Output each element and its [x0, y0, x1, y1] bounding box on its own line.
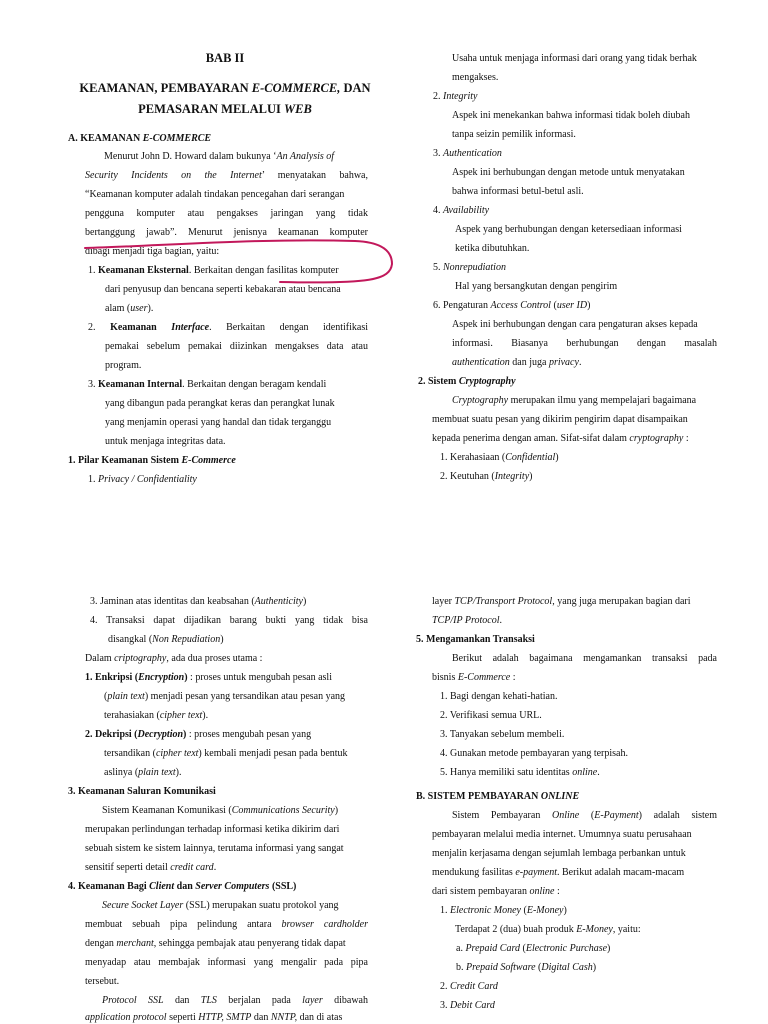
text-run: ) kembali menjadi pesan pada bentuk: [198, 748, 348, 759]
text-run: 3.: [433, 148, 443, 159]
paragraph-line: [85, 189, 344, 201]
text-run: :: [554, 886, 560, 897]
list-item: [88, 322, 368, 334]
text-run: 3. Jaminan atas identitas dan keabsahan (: [90, 596, 255, 607]
text-run: dengan: [85, 938, 117, 949]
text-run: WEB: [284, 102, 312, 116]
text-run: merupakan ilmu yang mempelajari bagaimana: [508, 395, 697, 406]
text-run: credit card: [170, 862, 214, 873]
text-run: 1.: [88, 265, 98, 276]
text-run: (: [579, 810, 595, 821]
text-run: (: [104, 691, 108, 702]
paragraph-line: [85, 938, 346, 950]
text-run: merchant: [116, 938, 154, 949]
text-run: Integrity: [494, 471, 530, 482]
text-run: (: [535, 962, 542, 973]
text-run: Prepaid Card: [465, 943, 520, 954]
text-run: 5. Mengamankan Transaksi: [416, 634, 535, 645]
list-item: [88, 474, 197, 486]
text-run: terahasiakan (: [104, 710, 160, 721]
text-run: (SSL) merupakan suatu protokol yang: [183, 900, 339, 911]
paragraph-line: [432, 867, 684, 879]
list-item: [433, 262, 506, 274]
text-run: 6. Pengaturan: [433, 300, 491, 311]
text-run: Terdapat 2 (dua) buah produk: [455, 924, 577, 935]
text-run: , sehingga pembajak atau penyerang tidak dapat: [153, 938, 346, 949]
list-item-line: [104, 748, 348, 760]
paragraph-line: [432, 672, 516, 684]
paragraph-line: [432, 615, 502, 627]
text-run: Hal yang bersangkutan dengan pengirim: [455, 281, 618, 292]
text-run: dan juga: [509, 357, 549, 368]
text-run: disangkal (: [108, 634, 153, 645]
list-item: [85, 729, 311, 741]
text-run: bertanggung jawab”. Menurut jenisnya keamanan komputer: [85, 227, 368, 238]
text-run: .: [499, 615, 502, 626]
text-run: ).: [147, 303, 154, 314]
text-run: .: [213, 862, 217, 873]
text-run: Electronic Money: [450, 905, 521, 916]
text-run: Berikut adalah bagaimana mengamankan transaksi pada: [452, 653, 717, 664]
text-run: tersandikan (: [104, 748, 156, 759]
text-run: sebuah sistem ke sistem lainnya, terutama informasi yang sangat: [85, 843, 344, 854]
text-run: ): [607, 943, 611, 954]
list-item: [85, 672, 332, 684]
text-run: authentication: [452, 357, 510, 368]
text-run: Keamanan: [110, 322, 172, 333]
subsection-heading: [416, 634, 535, 646]
text-run: dan: [251, 1012, 271, 1023]
subsection-heading: [68, 881, 296, 893]
text-run: 2. Dekripsi (: [85, 729, 138, 740]
text-run: E-Payment: [594, 810, 639, 821]
text-run: ketika dibutuhkan.: [455, 243, 530, 254]
text-run: Confidential: [505, 452, 556, 463]
text-run: E-Commerce: [457, 672, 511, 683]
text-run: E-Commerce: [181, 455, 236, 466]
text-run: a.: [456, 943, 466, 954]
text-run: ): [587, 300, 591, 311]
paragraph-line: [85, 208, 368, 220]
paragraph-line: [452, 810, 717, 822]
text-run: 4.: [433, 205, 443, 216]
text-run: Decryption: [137, 729, 184, 740]
text-run: Debit Card: [450, 1000, 495, 1011]
text-run: dan di atas: [297, 1012, 343, 1023]
text-run: ).: [202, 710, 209, 721]
text-run: 1. Bagi dengan kehati-hatian.: [440, 691, 558, 702]
text-run: Secure Socket Layer: [102, 900, 184, 911]
text-run: Security Incidents on the Internet: [85, 170, 262, 181]
text-run: Aspek ini berhubungan dengan metode untuk menyatakan: [452, 167, 685, 178]
text-run: Cryptography: [458, 376, 516, 387]
paragraph-line: [102, 805, 338, 817]
text-run: .: [578, 357, 582, 368]
list-item: [440, 729, 564, 741]
text-run: 2. Verifikasi semua URL.: [440, 710, 542, 721]
text-run: “Keamanan komputer adalah tindakan pencegahan dari serangan: [85, 189, 345, 200]
list-item: [440, 710, 542, 722]
paragraph-line: [455, 281, 617, 293]
paragraph-line: [455, 924, 641, 936]
text-run: 1. Pilar Keamanan Sistem: [68, 455, 182, 466]
text-run: Keamanan Internal: [98, 379, 183, 390]
paragraph-line: [452, 72, 498, 84]
text-run: Communications Security: [231, 805, 335, 816]
section-heading-b: [416, 791, 579, 803]
text-run: . Berkaitan dengan beragam kendali: [182, 379, 327, 390]
text-run: ): [184, 672, 188, 683]
text-run: ): [183, 729, 187, 740]
text-run: layer: [302, 995, 323, 1006]
text-run: dibagi menjadi tiga bagian, yaitu:: [85, 246, 220, 257]
paragraph-line: [452, 110, 690, 122]
list-item-line: [105, 360, 141, 372]
text-run: membuat suatu pesan yang dikirim pengirim dapat disampaikan: [432, 414, 688, 425]
text-run: Digital Cash: [541, 962, 593, 973]
text-run: . Berkaitan dengan fasilitas komputer: [188, 265, 339, 276]
text-run: Availability: [443, 205, 490, 216]
paragraph-line: [85, 653, 262, 665]
text-run: membuat sebuah pipa pelindung antara: [85, 919, 282, 930]
text-run: Nonrepudiation: [443, 262, 506, 273]
paragraph-line: [452, 167, 685, 179]
text-run: Access Control: [490, 300, 551, 311]
text-run: Aspek ini menekankan bahwa informasi tidak boleh diubah: [452, 110, 690, 121]
paragraph-line: [85, 843, 344, 855]
text-run: An Analysis of: [276, 151, 335, 162]
text-run: A. KEAMANAN: [68, 133, 143, 144]
paragraph-line: [85, 957, 368, 969]
section-heading-a: [68, 133, 211, 145]
text-run: Electronic Purchase: [525, 943, 608, 954]
text-run: 4. Keamanan Bagi: [68, 881, 150, 892]
text-run: dari penyusup dan bencana seperti kebakaran atau bencana: [105, 284, 341, 295]
text-run: alam (: [105, 303, 131, 314]
text-run: bahwa informasi betul-betul asli.: [452, 186, 584, 197]
text-run: Keamanan Eksternal: [98, 265, 189, 276]
text-run: ): [592, 962, 597, 973]
text-run: Online: [552, 810, 580, 821]
text-run: ’ menyatakan bahwa,: [261, 170, 368, 181]
text-run: kepada penerima dengan aman. Sifat-sifat dalam: [432, 433, 630, 444]
text-run: sensitif seperti detail: [85, 862, 171, 873]
text-run: layer: [432, 596, 455, 607]
list-item-line: [104, 767, 182, 779]
text-run: Sistem Keamanan Komunikasi (: [102, 805, 232, 816]
text-run: pengguna komputer atau pengakses jaringan yang tidak: [85, 208, 368, 219]
text-run: Aspek yang berhubungan dengan ketersediaan informasi: [455, 224, 682, 235]
text-run: pemakai sebelum pemakai diizinkan mengakses data atau: [105, 341, 368, 352]
list-item: [88, 379, 326, 391]
text-run: 5. Hanya memiliki satu identitas: [440, 767, 573, 778]
list-item: [440, 981, 498, 993]
text-run: 1. Enkripsi (: [85, 672, 139, 683]
text-run: yang dibangun pada perangkat keras dan perangkat lunak: [105, 398, 335, 409]
text-run: user ID: [556, 300, 588, 311]
chapter-title-line-1: [60, 82, 390, 94]
paragraph-line: [452, 653, 717, 665]
text-run: tanpa seizin pemilik informasi.: [452, 129, 576, 140]
text-run: pembayaran melalui media internet. Umumnya suatu perusahaan: [432, 829, 692, 840]
text-run: ) menjadi pesan yang tersandikan atau pesan yang: [144, 691, 346, 702]
text-run: 2.: [433, 91, 443, 102]
text-run: informasi. Biasanya berhubungan dengan masalah: [452, 338, 717, 349]
text-run: E-COMMERCE,: [251, 81, 341, 95]
text-run: seperti: [166, 1012, 199, 1023]
text-run: E-Money: [576, 924, 613, 935]
text-run: TCP/IP Protocol: [432, 615, 500, 626]
subsection-heading: [68, 786, 216, 798]
text-run: Server Computers: [195, 881, 270, 892]
text-run: ).: [175, 767, 182, 778]
text-run: Encryption: [138, 672, 185, 683]
text-run: dan: [174, 881, 196, 892]
text-run: ) adalah sistem: [638, 810, 717, 821]
list-item-line: [105, 398, 335, 410]
text-run: merupakan perlindungan terhadap informasi ketika dikirim dari: [85, 824, 340, 835]
text-run: Protocol SSL: [102, 995, 164, 1006]
list-item: [90, 615, 368, 627]
paragraph-line: [85, 862, 216, 874]
paragraph-line: [85, 170, 368, 182]
paragraph-line: [455, 224, 682, 236]
text-run: . Berkaitan dengan identifikasi: [209, 322, 368, 333]
text-run: 1.: [440, 905, 450, 916]
paragraph-line: [102, 900, 339, 912]
text-run: cipher text: [159, 710, 203, 721]
text-run: Dalam: [85, 653, 115, 664]
list-item: [440, 471, 533, 483]
paragraph-line: [452, 53, 697, 65]
text-run: yang menjamin operasi yang handal dan tidak terganggu: [105, 417, 332, 428]
list-item-line: [104, 691, 345, 703]
list-item-line: [105, 341, 368, 353]
paragraph-line: [85, 919, 368, 931]
text-run: criptography: [114, 653, 167, 664]
paragraph-line: [432, 886, 560, 898]
text-run: plain text: [138, 767, 176, 778]
text-run: (: [520, 943, 526, 954]
text-run: DAN: [340, 81, 371, 95]
text-run: 3.: [88, 379, 98, 390]
text-run: ): [529, 471, 533, 482]
text-run: 2. Sistem: [418, 376, 459, 387]
text-run: 4. Gunakan metode pembayaran yang terpisah.: [440, 748, 628, 759]
text-run: Sistem Pembayaran: [452, 810, 552, 821]
text-run: Authenticity: [254, 596, 303, 607]
list-item: [440, 1000, 495, 1012]
text-run: online: [529, 886, 555, 897]
list-item-line: [104, 710, 208, 722]
text-run: Non Repudiation: [152, 634, 221, 645]
text-run: 2.: [440, 981, 450, 992]
text-run: b.: [456, 962, 466, 973]
text-run: aslinya (: [104, 767, 139, 778]
paragraph-line: [455, 243, 529, 255]
text-run: .: [597, 767, 600, 778]
list-item: [433, 148, 502, 160]
text-run: 1. Kerahasiaan (: [440, 452, 506, 463]
paragraph-line: [85, 976, 119, 988]
paragraph-line: [452, 338, 717, 350]
text-run: tersebut.: [85, 976, 120, 987]
text-run: e-payment: [515, 867, 557, 878]
chapter-number: [60, 52, 390, 64]
text-run: bisnis: [432, 672, 458, 683]
text-run: : proses mengubah pesan yang: [186, 729, 312, 740]
list-item-line: [105, 417, 331, 429]
list-item: [440, 905, 567, 917]
text-run: Credit Card: [450, 981, 498, 992]
paragraph-line: [432, 596, 691, 608]
text-run: Usaha untuk menjaga informasi dari orang yang tidak berhak: [452, 53, 697, 64]
text-run: user: [130, 303, 148, 314]
list-item: [456, 962, 596, 974]
text-run: cryptography: [629, 433, 684, 444]
paragraph-line: [432, 829, 692, 841]
text-run: Aspek ini berhubungan dengan cara pengaturan akses kepada: [452, 319, 698, 330]
text-run: : proses untuk mengubah pesan asli: [187, 672, 332, 683]
list-item: [440, 452, 559, 464]
paragraph-line: [85, 1012, 342, 1024]
text-run: Prepaid Software: [466, 962, 536, 973]
subsection-heading: [418, 376, 516, 388]
subsection-heading: [68, 455, 236, 467]
list-item-line: [105, 303, 153, 315]
text-run: ): [220, 634, 224, 645]
text-run: mengakses.: [452, 72, 499, 83]
list-item: [433, 300, 590, 312]
text-run: online: [572, 767, 598, 778]
text-run: menyadap atau membajak informasi yang mengalir pada pipa: [85, 957, 368, 968]
text-run: cipher text: [155, 748, 199, 759]
paragraph-line: [452, 319, 698, 331]
list-item: [433, 91, 477, 103]
text-run: dari sistem pembayaran: [432, 886, 530, 897]
text-run: Client: [149, 881, 175, 892]
text-run: E-Money: [526, 905, 564, 916]
text-run: ): [334, 805, 339, 816]
text-run: 1.: [88, 474, 98, 485]
text-run: , ada dua proses utama :: [166, 653, 263, 664]
text-run: E-COMMERCE: [142, 133, 212, 144]
text-run: (: [521, 905, 527, 916]
text-run: Interface: [171, 322, 210, 333]
paragraph-line: [452, 357, 581, 369]
text-run: 2. Keutuhan (: [440, 471, 495, 482]
list-item: [456, 943, 610, 955]
paragraph-line: [432, 848, 686, 860]
paragraph-line: [85, 824, 339, 836]
text-run: browser cardholder: [281, 919, 368, 930]
text-run: program.: [105, 360, 142, 371]
text-run: untuk menjaga integritas data.: [105, 436, 226, 447]
text-run: . Berikut adalah macam-macam: [556, 867, 685, 878]
text-run: 3. Tanyakan sebelum membeli.: [440, 729, 565, 740]
text-run: TLS: [200, 995, 217, 1006]
paragraph-line: [452, 186, 584, 198]
text-run: dibawah: [322, 995, 368, 1006]
text-run: mendukung fasilitas: [432, 867, 516, 878]
text-run: dan: [163, 995, 201, 1006]
text-run: 5.: [433, 262, 443, 273]
paragraph-line: [102, 995, 368, 1007]
text-run: Menurut John D. Howard dalam bukunya ‘: [104, 151, 277, 162]
list-item: [90, 596, 306, 608]
list-item-line: [105, 436, 226, 448]
text-run: BAB II: [205, 51, 245, 65]
text-run: plain text: [107, 691, 145, 702]
text-run: HTTP, SMTP: [198, 1012, 252, 1023]
text-run: , yaitu:: [612, 924, 641, 935]
list-item: [440, 691, 557, 703]
paragraph-line: [104, 151, 334, 163]
paragraph-line: [452, 129, 576, 141]
text-run: Privacy / Confidentiality: [98, 474, 197, 485]
text-run: B. SISTEM PEMBAYARAN: [416, 791, 541, 802]
text-run: Integrity: [443, 91, 478, 102]
text-run: (: [550, 300, 557, 311]
chapter-title-line-2: [60, 103, 390, 115]
text-run: 2.: [88, 322, 111, 333]
list-item-line: [108, 634, 224, 646]
text-run: ): [303, 596, 307, 607]
text-run: Cryptography: [452, 395, 509, 406]
paragraph-line: [432, 433, 689, 445]
paragraph-line: [432, 414, 688, 426]
text-run: berjalan pada: [216, 995, 303, 1006]
text-run: :: [683, 433, 689, 444]
text-run: PEMASARAN MELALUI: [138, 102, 285, 116]
text-run: Authentication: [443, 148, 502, 159]
text-run: privacy: [548, 357, 579, 368]
pen-annotation: [80, 230, 400, 290]
text-run: application protocol: [85, 1012, 167, 1023]
text-run: ONLINE: [540, 791, 580, 802]
text-run: , yang juga merupakan bagian dari: [552, 596, 691, 607]
text-run: ): [555, 452, 559, 463]
text-run: :: [510, 672, 516, 683]
text-run: 3.: [440, 1000, 450, 1011]
text-run: ): [563, 905, 567, 916]
text-run: menjalin kerjasama dengan sejumlah lembaga perbankan untuk: [432, 848, 686, 859]
paragraph-line: [452, 395, 696, 407]
list-item: [440, 767, 600, 779]
text-run: TCP/Transport Protocol: [454, 596, 553, 607]
list-item: [433, 205, 489, 217]
text-run: NNTP,: [270, 1012, 298, 1023]
text-run: 3. Keamanan Saluran Komunikasi: [68, 786, 216, 797]
list-item: [440, 748, 628, 760]
text-run: KEAMANAN, PEMBAYARAN: [79, 81, 252, 95]
text-run: 4. Transaksi dapat dijadikan barang bukti yang tidak bisa: [90, 615, 368, 626]
text-run: (SSL): [269, 881, 297, 892]
